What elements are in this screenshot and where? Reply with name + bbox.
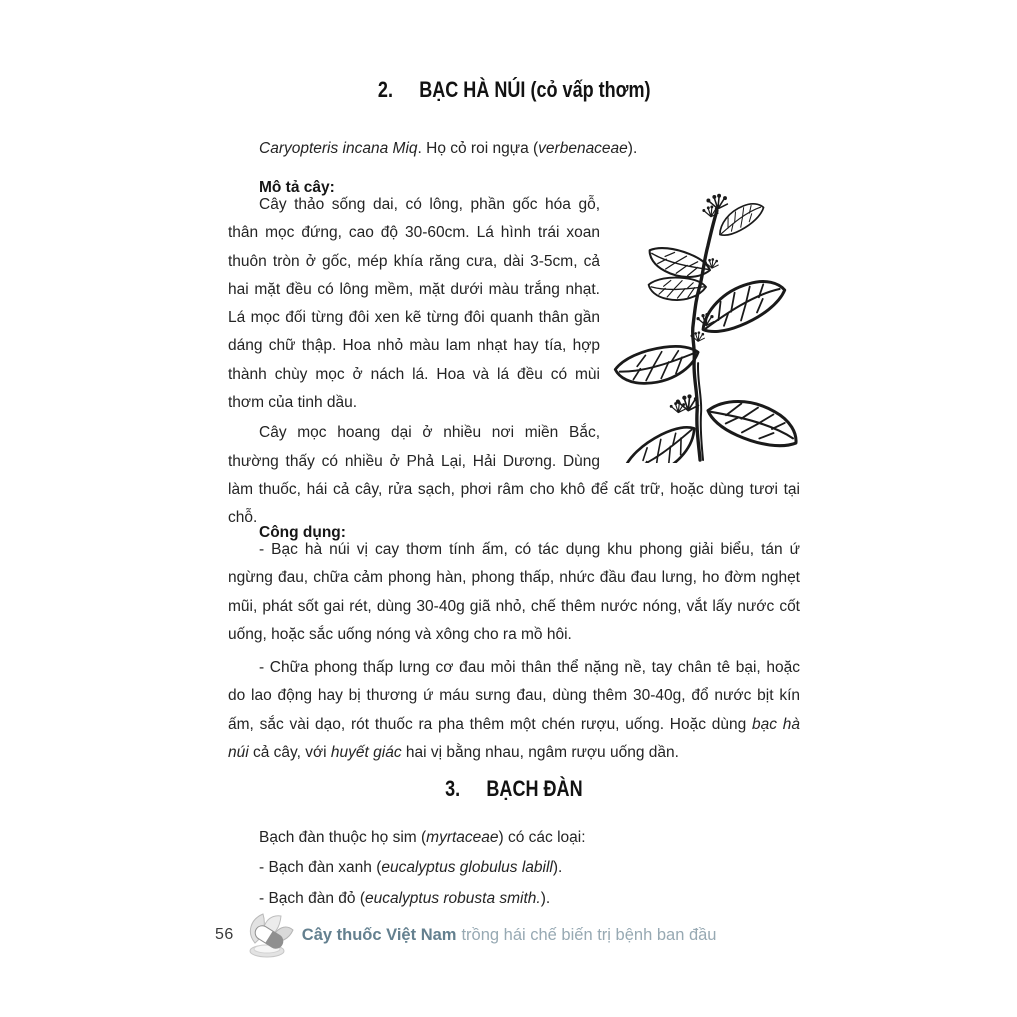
description-paragraph-1: Cây thảo sống dai, có lông, phần gốc hóa gỗ, thân mọc đứng, cao độ 30-60cm. Lá hình trái xoan thuôn tròn ở gốc, mép khía răng cưa, dài 3-5cm, cả hai mặt đều có lông mềm, mặt dưới màu trắng nhạt. Lá mọc đối từng đôi xen kẽ từng đôi quanh thân gần dáng chữ thập. Hoa nhỏ màu lam nhạt hay tía, hợp thành chùy mọc ở nách lá. Hoa và lá đều có mùi thơm của tinh dầu.	[228, 196, 600, 412]
section-3-number: 3.	[445, 776, 461, 801]
description-block	[228, 191, 800, 535]
usage-label: Công dụng:	[259, 523, 346, 541]
species-line: Caryopteris incana Miq. Họ cỏ roi ngựa (verbenaceae).	[259, 139, 638, 157]
usage-paragraph-1	[228, 536, 800, 651]
usage-paragraph-2	[228, 654, 800, 769]
page-number: 56	[215, 926, 234, 943]
section-3-item-2: - Bạch đàn đỏ (eucalyptus robusta smith.).	[259, 889, 551, 907]
plant-illustration	[608, 191, 808, 463]
page-footer	[215, 912, 716, 958]
description-paragraph-2: Cây mọc hoang dại ở nhiều nơi miền Bắc, thường thấy có nhiều ở Phả Lại, Hải Dương. Dùng làm thuốc, hái cả cây, rửa sạch, phơi râm cho khô để cất trữ, hoặc dùng tươi tại chỗ.	[228, 424, 800, 527]
section-3-list	[228, 824, 800, 915]
mortar-leaves-capsule-logo-icon	[243, 912, 295, 958]
section-3-item-1: - Bạch đàn xanh (eucalyptus globulus labill).	[259, 859, 563, 877]
book-subtitle: trồng hái chế biến trị bệnh ban đầu	[461, 925, 717, 944]
section-3-heading	[228, 776, 800, 802]
section-2-heading	[228, 77, 800, 103]
section-3-title: BẠCH ĐÀN	[486, 776, 583, 801]
usage-paragraph-1-text: - Bạc hà núi vị cay thơm tính ấm, có tác dụng khu phong giải biểu, tán ứ ngừng đau, chữa cảm phong hàn, phong thấp, nhức đầu đau lưng, ho đờm nghẹt mũi, phát sốt gai rét, dùng 30-40g giã nhỏ, chế thêm nước nóng, vắt lấy nước cốt uống, hoặc sắc uống nóng và xông cho ra mồ hôi.	[228, 541, 800, 643]
description-label: Mô tả cây:	[259, 178, 335, 196]
section-3-intro: Bạch đàn thuộc họ sim (myrtaceae) có các loại:	[259, 829, 586, 846]
section-2-number: 2.	[377, 77, 393, 102]
book-title: Cây thuốc Việt Nam	[301, 925, 457, 944]
usage-paragraph-2-text: - Chữa phong thấp lưng cơ đau mỏi thân thể nặng nề, tay chân tê bại, hoặc do lao động hay bị thương ứ máu sưng đau, dùng thêm 30-40g, đổ nước bịt kín ấm, sắc vài dạo, rót thuốc ra pha thêm một chén rượu, uống. Hoặc dùng bạc hà núi cả cây, với huyết giác hai vị bằng nhau, ngâm rượu uống dần.	[228, 659, 800, 761]
section-2-title: BẠC HÀ NÚI (cỏ vấp thơm)	[418, 77, 651, 102]
